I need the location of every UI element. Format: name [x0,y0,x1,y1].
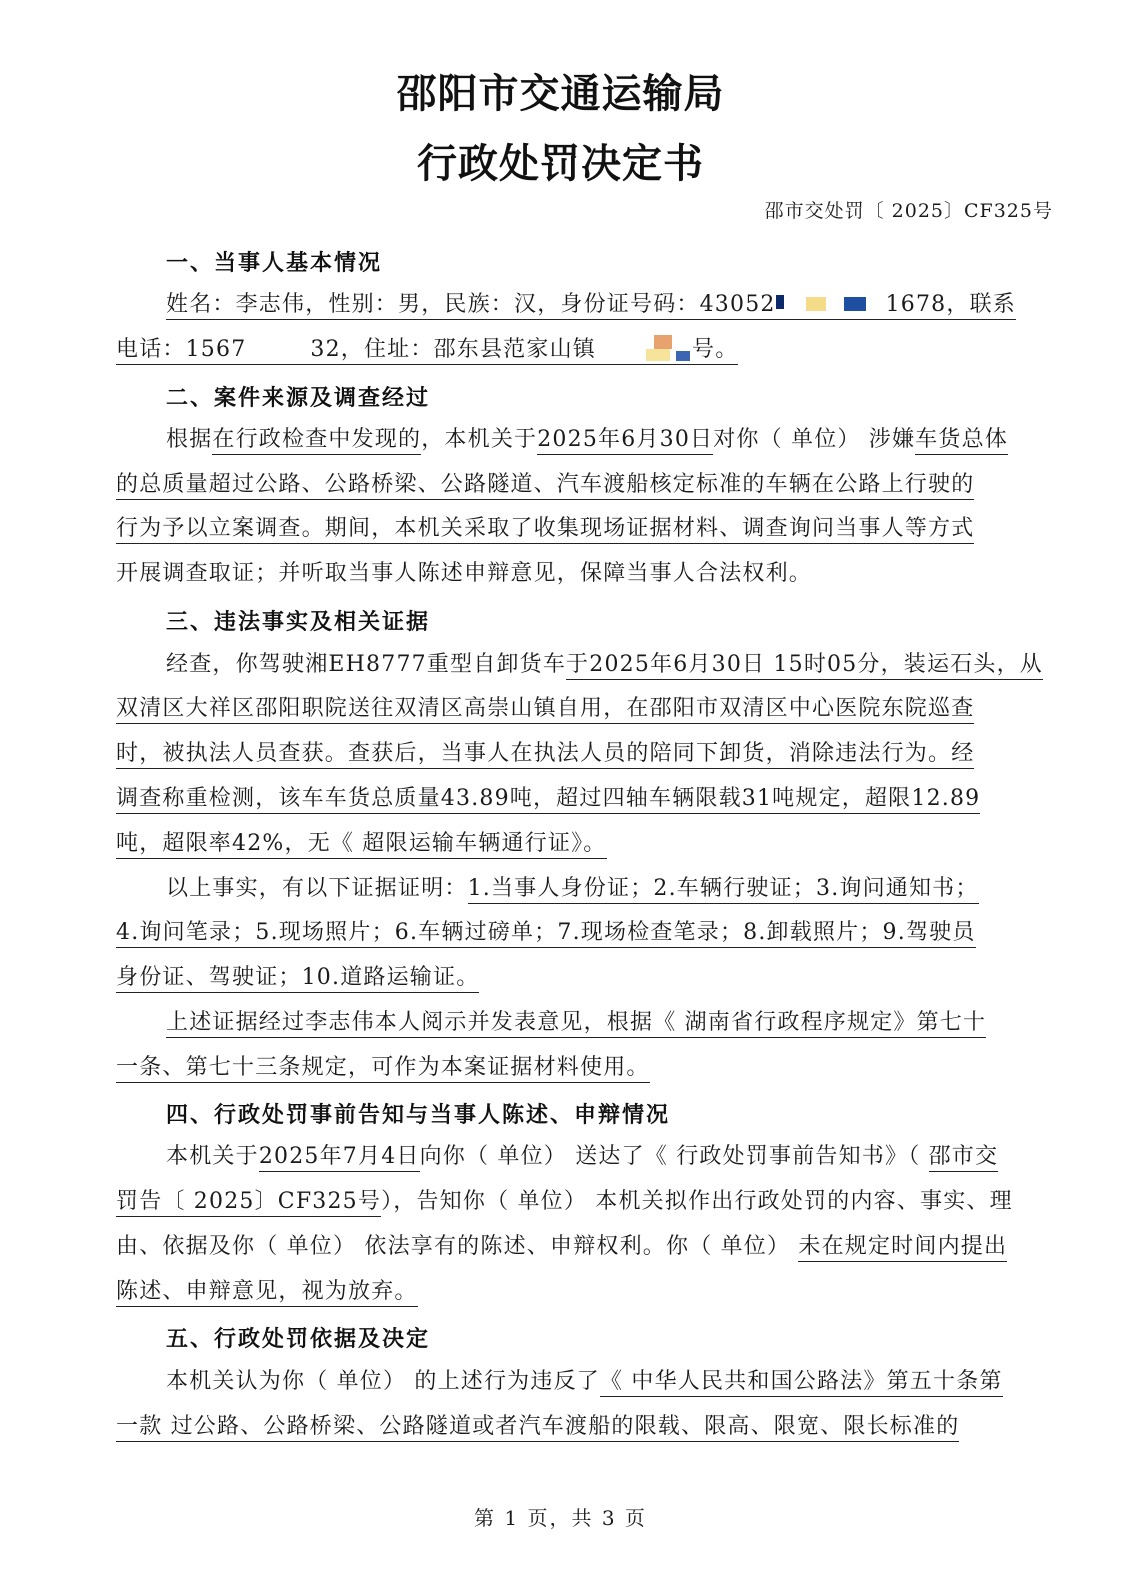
page-number: 第 1 页，共 3 页 [474,1506,647,1530]
sec3-line-1: 经查，你驾驶湘EH8777重型自卸货车于2025年6月30日 15时05分，装运石头，从 [166,650,1043,680]
sec2-line-1: 根据在行政检查中发现的，本机关于2025年6月30日对你（ 单位） 涉嫌车货总体 [166,425,1008,455]
party-id-suffix-contact: 1678，联系 [885,292,1016,317]
sec3-line-8: 身份证、驾驶证；10.道路运输证。 [116,963,479,993]
sec3-line-9: 上述证据经过李志伟本人阅示并发表意见，根据《 湖南省行政程序规定》第七十 [166,1008,986,1038]
sec5-line-2: 一款 过公路、公路桥梁、公路隧道或者汽车渡船的限载、限高、限宽、限长标准的 [116,1412,959,1442]
section-2-heading: 二、案件来源及调查经过 [166,386,431,411]
section-4-heading: 四、行政处罚事前告知与当事人陈述、申辩情况 [166,1103,671,1128]
party-info-line-2 [116,335,738,365]
party-info-line-1 [166,290,1016,320]
party-name-id: 姓名：李志伟，性别：男，民族：汉，身份证号码：43052 [166,292,776,317]
sec2-line-4: 开展调查取证；并听取当事人陈述申辩意见，保障当事人合法权利。 [116,561,813,586]
sec2-line-2: 的总质量超过公路、公路桥梁、公路隧道、汽车渡船核定标准的车辆在公路上行驶的 [116,470,974,500]
sec3-line-6: 以上事实，有以下证据证明：1.当事人身份证；2.车辆行驶证；3.询问通知书； [166,874,979,904]
sec3-line-2: 双清区大祥区邵阳职院送往双清区高崇山镇自用，在邵阳市双清区中心医院东院巡查 [116,694,974,724]
sec4-line-1: 本机关于2025年7月4日向你（ 单位） 送达了《 行政处罚事前告知书》（ 邵市交 [166,1142,998,1172]
redaction-block [776,293,886,317]
sec3-line-5: 吨，超限率42%，无《 超限运输车辆通行证》。 [116,829,607,859]
sec2-line-3: 行为予以立案调查。期间，本机关采取了收集现场证据材料、调查询问当事人等方式 [116,514,974,544]
sec3-line-10: 一条、第七十三条规定，可作为本案证据材料使用。 [116,1053,650,1083]
document-subtitle: 行政处罚决定书 [417,141,704,187]
sec4-line-2: 罚告〔 2025〕CF325号），告知你（ 单位） 本机关拟作出行政处罚的内容、事实、理 [116,1187,1013,1217]
sec4-line-4: 陈述、申辩意见，视为放弃。 [116,1277,418,1307]
document-title: 邵阳市交通运输局 [396,71,725,117]
section-1-heading: 一、当事人基本情况 [166,251,383,276]
sec4-line-3: 由、依据及你（ 单位） 依法享有的陈述、申辩权利。你（ 单位） 未在规定时间内提出 [116,1232,1007,1262]
section-5-heading: 五、行政处罚依据及决定 [166,1327,431,1352]
sec3-line-4: 调查称重检测，该车车货总质量43.89吨，超过四轴车辆限载31吨规定，超限12.89 [116,784,980,814]
sec3-line-3: 时，被执法人员查获。查获后，当事人在执法人员的陪同下卸货，消除违法行为。经 [116,739,974,769]
party-address-suffix: 号。 [692,337,739,362]
sec5-line-1: 本机关认为你（ 单位） 的上述行为违反了《 中华人民共和国公路法》第五十条第 [166,1367,1003,1397]
sec3-line-7: 4.询问笔录；5.现场照片；6.车辆过磅单；7.现场检查笔录；8.卸载照片；9.驾驶员 [116,918,976,948]
party-phone: 电话：1567 [116,337,247,362]
document-number: 邵市交处罚〔 2025〕CF325号 [764,200,1053,222]
section-3-heading: 三、违法事实及相关证据 [166,610,431,635]
redaction-block [596,335,692,365]
party-phone-address: 32，住址：邵东县范家山镇 [310,337,596,362]
